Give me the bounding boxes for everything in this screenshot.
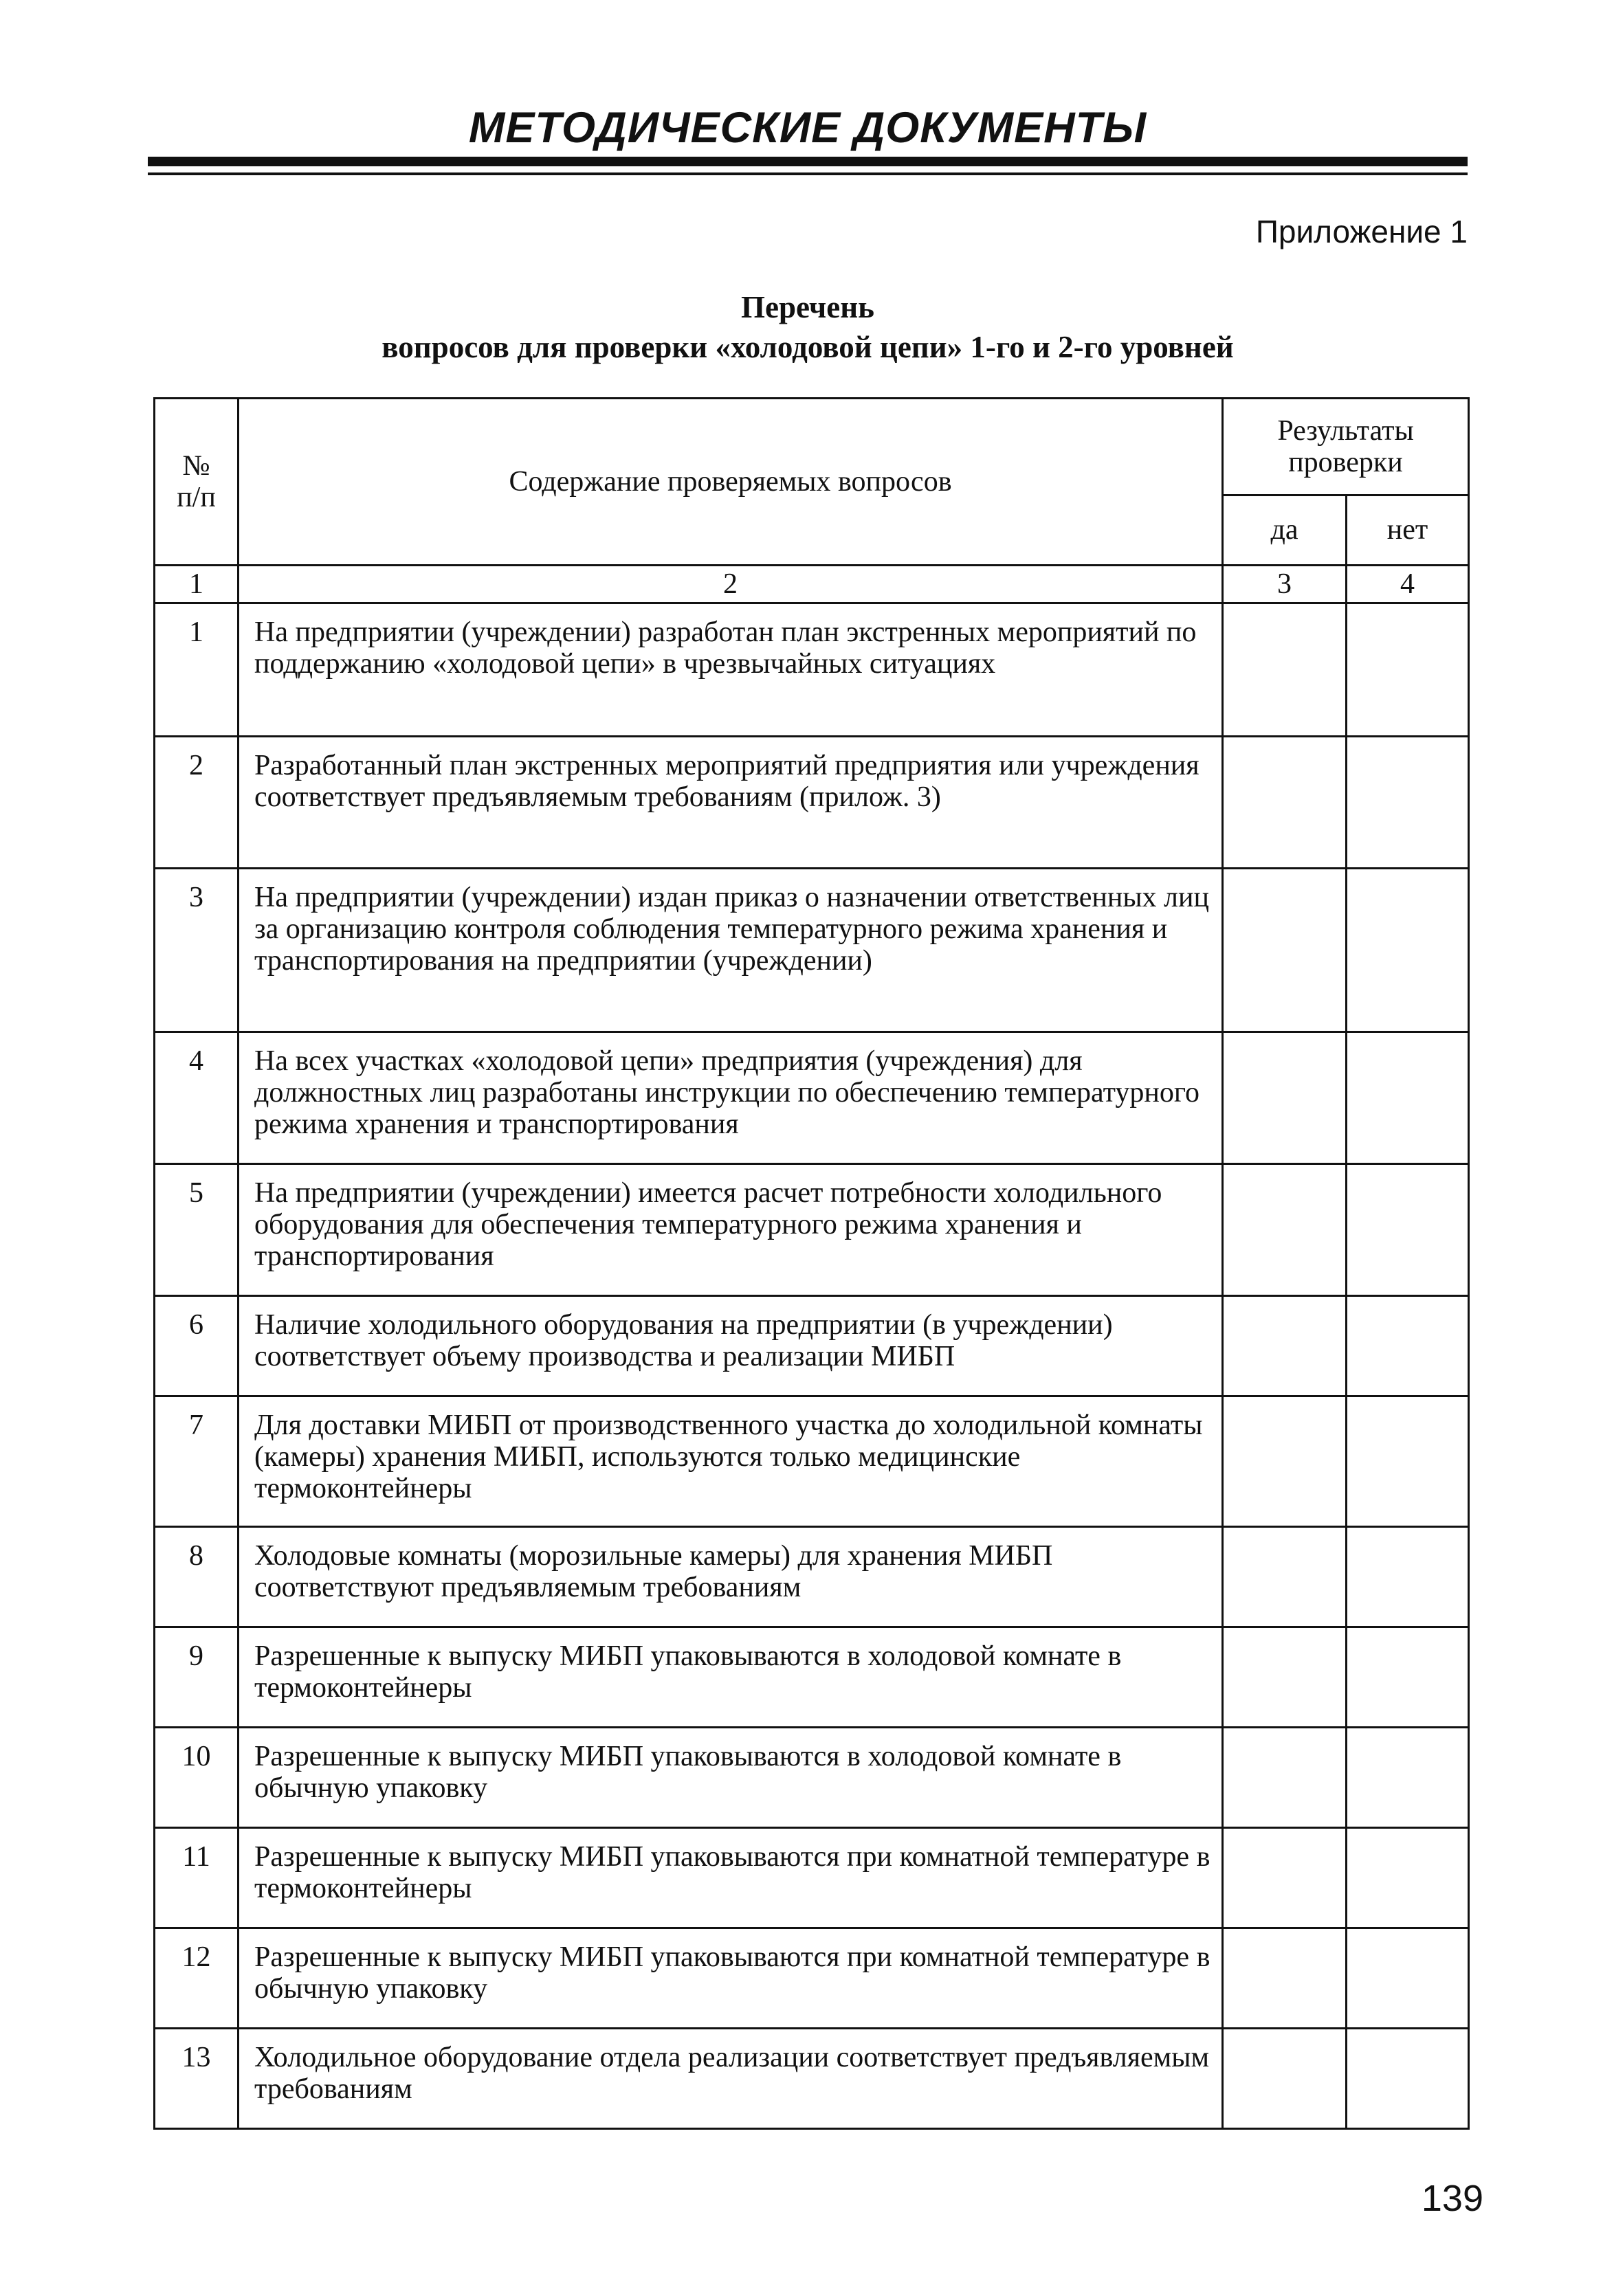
row-result-yes-cell[interactable] (1223, 1396, 1347, 1527)
table-row (155, 1728, 1469, 1828)
page-number: 139 (1421, 2178, 1483, 2219)
row-question: Холодовые комнаты (морозильные камеры) для хранения МИБП соответствуют предъявляемым требованиям (239, 1527, 1223, 1627)
row-result-yes-cell[interactable] (1223, 603, 1347, 737)
row-number: 3 (155, 869, 239, 1032)
header-rule-thin (148, 172, 1468, 175)
header-rule-thick (148, 157, 1468, 166)
table-row (155, 1828, 1469, 1928)
running-title: МЕТОДИЧЕСКИЕ ДОКУМЕНТЫ (468, 104, 1147, 152)
row-question: На предприятии (учреждении) имеется расчет потребности холодильного оборудования для обеспечения температурного режима хранения и транспортирования (239, 1164, 1223, 1296)
row-number: 1 (155, 603, 239, 737)
table-row (155, 603, 1469, 737)
row-result-no-cell[interactable] (1347, 1928, 1469, 2029)
row-number: 8 (155, 1527, 239, 1627)
row-number: 5 (155, 1164, 239, 1296)
row-question: На предприятии (учреждении) издан приказ о назначении ответственных лиц за организацию контроля соблюдения температурного режима хранения и транспортирования на предприятии (учреждении) (239, 869, 1223, 1032)
table-row (155, 1627, 1469, 1728)
table-row (155, 2029, 1469, 2129)
row-number: 9 (155, 1627, 239, 1728)
checklist-table (153, 397, 1470, 2130)
row-question: Разрешенные к выпуску МИБП упаковываются в холодовой комнате в обычную упаковку (239, 1728, 1223, 1828)
row-number: 13 (155, 2029, 239, 2129)
row-result-yes-cell[interactable] (1223, 1296, 1347, 1396)
column-index-row (155, 566, 1469, 603)
row-question: Холодильное оборудование отдела реализации соответствует предъявляемым требованиям (239, 2029, 1223, 2129)
header-results: Результаты проверки (1223, 399, 1469, 495)
row-number: 11 (155, 1828, 239, 1928)
row-result-no-cell[interactable] (1347, 1296, 1469, 1396)
row-result-yes-cell[interactable] (1223, 869, 1347, 1032)
row-question: Для доставки МИБП от производственного участка до холодильной комнаты (камеры) хранения МИБП, используются только медицинские термоконтейнеры (239, 1396, 1223, 1527)
row-result-yes-cell[interactable] (1223, 1164, 1347, 1296)
table-row (155, 1164, 1469, 1296)
row-result-yes-cell[interactable] (1223, 1828, 1347, 1928)
column-index-4: 4 (1347, 566, 1469, 603)
row-result-no-cell[interactable] (1347, 1728, 1469, 1828)
row-result-no-cell[interactable] (1347, 1828, 1469, 1928)
row-question: Разрешенные к выпуску МИБП упаковываются при комнатной температуре в обычную упаковку (239, 1928, 1223, 2029)
row-question: На всех участках «холодовой цепи» предприятия (учреждения) для должностных лиц разработаны инструкции по обеспечению температурного режима хранения и транспортирования (239, 1032, 1223, 1164)
row-result-yes-cell[interactable] (1223, 1527, 1347, 1627)
table-row (155, 1296, 1469, 1396)
column-index-1: 1 (155, 566, 239, 603)
row-number: 12 (155, 1928, 239, 2029)
row-result-no-cell[interactable] (1347, 869, 1469, 1032)
table-row (155, 1527, 1469, 1627)
header-row (155, 399, 1469, 495)
row-result-no-cell[interactable] (1347, 1396, 1469, 1527)
row-result-no-cell[interactable] (1347, 1164, 1469, 1296)
document-title-line-2: вопросов для проверки «холодовой цепи» 1-го и 2-го уровней (382, 330, 1234, 364)
row-question: Разрешенные к выпуску МИБП упаковываются в холодовой комнате в термоконтейнеры (239, 1627, 1223, 1728)
row-result-yes-cell[interactable] (1223, 1928, 1347, 2029)
table-row (155, 737, 1469, 869)
row-question: Разрешенные к выпуску МИБП упаковываются при комнатной температуре в термоконтейнеры (239, 1828, 1223, 1928)
row-result-yes-cell[interactable] (1223, 1728, 1347, 1828)
row-question: Разработанный план экстренных мероприятий предприятия или учреждения соответствует предъявляемым требованиям (прилож. 3) (239, 737, 1223, 869)
table-row (155, 869, 1469, 1032)
row-result-yes-cell[interactable] (1223, 1627, 1347, 1728)
row-result-yes-cell[interactable] (1223, 2029, 1347, 2129)
row-number: 10 (155, 1728, 239, 1828)
row-number: 6 (155, 1296, 239, 1396)
row-result-yes-cell[interactable] (1223, 1032, 1347, 1164)
appendix-label: Приложение 1 (1255, 214, 1468, 249)
row-result-no-cell[interactable] (1347, 2029, 1469, 2129)
row-result-no-cell[interactable] (1347, 1627, 1469, 1728)
column-index-2: 2 (239, 566, 1223, 603)
header-yes: да (1223, 495, 1347, 565)
column-index-3: 3 (1223, 566, 1347, 603)
header-content: Содержание проверяемых вопросов (239, 399, 1223, 566)
row-result-no-cell[interactable] (1347, 1032, 1469, 1164)
row-number: 7 (155, 1396, 239, 1527)
table-row (155, 1032, 1469, 1164)
table-row (155, 1928, 1469, 2029)
header-number: № п/п (155, 399, 239, 566)
row-question: На предприятии (учреждении) разработан план экстренных мероприятий по поддержанию «холодовой цепи» в чрезвычайных ситуациях (239, 603, 1223, 737)
header-no: нет (1347, 495, 1469, 565)
table-row (155, 1396, 1469, 1527)
row-result-no-cell[interactable] (1347, 737, 1469, 869)
row-number: 4 (155, 1032, 239, 1164)
row-result-no-cell[interactable] (1347, 603, 1469, 737)
row-result-yes-cell[interactable] (1223, 737, 1347, 869)
document-title (148, 287, 1468, 367)
row-number: 2 (155, 737, 239, 869)
row-question: Наличие холодильного оборудования на предприятии (в учреждении) соответствует объему производства и реализации МИБП (239, 1296, 1223, 1396)
document-title-line-1: Перечень (741, 290, 874, 324)
row-result-no-cell[interactable] (1347, 1527, 1469, 1627)
